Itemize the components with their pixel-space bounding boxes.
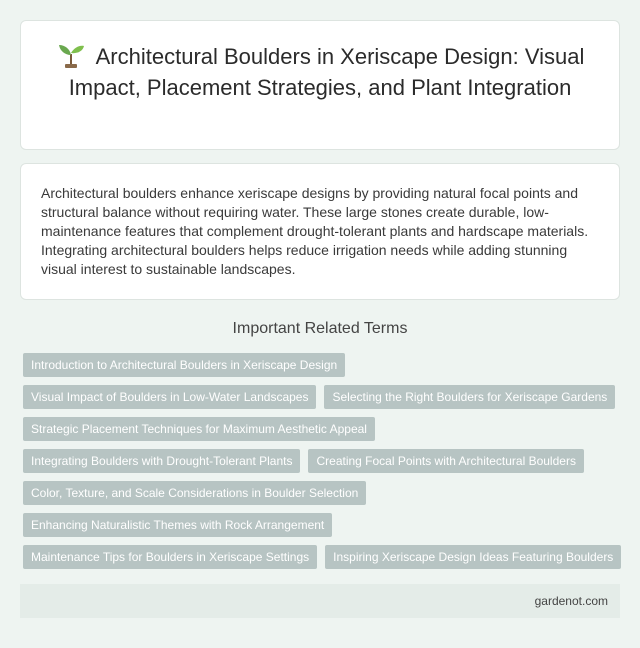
footer-site-link[interactable]: gardenot.com: [534, 594, 608, 608]
page-title: [51, 41, 589, 103]
related-term-tag[interactable]: Integrating Boulders with Drought-Tolerant Plants: [23, 449, 300, 473]
summary-text: Architectural boulders enhance xeriscape designs by providing natural focal points and structural balance without requiring water. These large stones create durable, low-maintenance features that complement drought-tolerant plants and hardscape materials. Integrating architectural boulders helps reduce irrigation needs while adding stunning visual interest to sustainable landscapes.: [41, 185, 589, 277]
related-term-tag[interactable]: Color, Texture, and Scale Considerations in Boulder Selection: [23, 481, 366, 505]
related-term-tag[interactable]: Enhancing Naturalistic Themes with Rock Arrangement: [23, 513, 332, 537]
related-terms-heading: Important Related Terms: [232, 320, 408, 337]
related-term-tag[interactable]: Inspiring Xeriscape Design Ideas Featuring Boulders: [325, 545, 621, 569]
related-term-tag[interactable]: Selecting the Right Boulders for Xeriscape Gardens: [324, 385, 615, 409]
related-term-tag[interactable]: Strategic Placement Techniques for Maximum Aesthetic Appeal: [23, 417, 375, 441]
page-title-text: Architectural Boulders in Xeriscape Design: Visual Impact, Placement Strategies, and Plant Integration: [68, 44, 585, 100]
related-term-tag[interactable]: Introduction to Architectural Boulders in Xeriscape Design: [23, 353, 345, 377]
title-card: [20, 20, 620, 150]
related-term-tag[interactable]: Maintenance Tips for Boulders in Xeriscape Settings: [23, 545, 317, 569]
related-term-tag[interactable]: Creating Focal Points with Architectural Boulders: [308, 449, 583, 473]
sprout-icon: [56, 42, 86, 68]
related-term-tag[interactable]: Visual Impact of Boulders in Low-Water Landscapes: [23, 385, 316, 409]
summary-card: [20, 163, 620, 300]
footer: [20, 584, 620, 618]
related-terms-list: [23, 353, 623, 577]
